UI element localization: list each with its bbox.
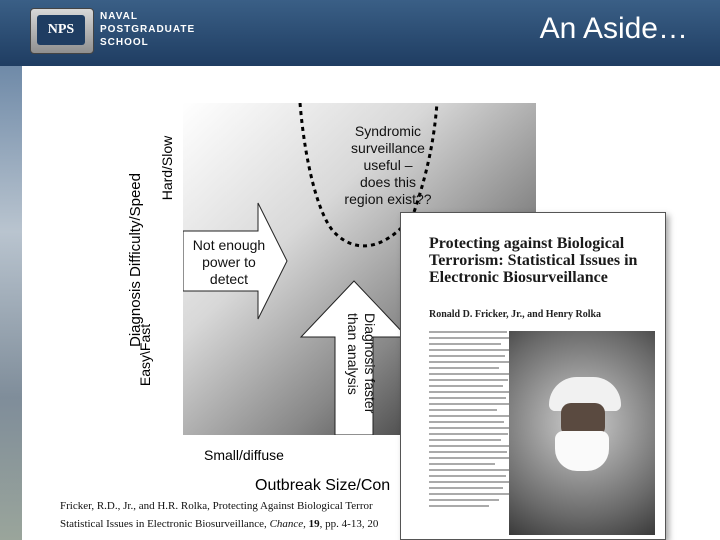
school-name-line-1: NAVAL bbox=[100, 11, 138, 22]
callout-left-line-1: Not enough bbox=[192, 237, 266, 253]
y-axis-bottom-label: Easy\Fast bbox=[137, 323, 153, 387]
citation-title-part: Statistical Issues in Electronic Biosurveillance, bbox=[60, 518, 270, 530]
citation-line-2 bbox=[60, 515, 378, 533]
callout-top-line-3: useful – bbox=[363, 157, 413, 173]
citation-journal: Chance bbox=[269, 518, 304, 530]
callout-left-line-3: detect bbox=[209, 271, 249, 287]
citation-pages: , pp. 4-13, 20 bbox=[319, 518, 379, 530]
journal-article-title: Protecting against Biological Terrorism: Statistical Issues in Electronic Biosurveillance bbox=[429, 235, 638, 286]
callout-top-line-4: does this bbox=[359, 174, 417, 190]
callout-bottom-line-1: Diagnosis faster bbox=[362, 313, 378, 414]
callout-diagnosis-faster bbox=[344, 313, 378, 423]
nps-logo-text: NPS bbox=[37, 15, 85, 45]
journal-article-authors: Ronald D. Fricker, Jr., and Henry Rolka bbox=[429, 309, 602, 320]
citation bbox=[60, 497, 378, 533]
journal-text-column bbox=[429, 331, 509, 511]
school-name-line-2: POSTGRADUATE bbox=[100, 24, 196, 35]
campus-photo-strip bbox=[0, 66, 22, 540]
callout-left-line-2: power to bbox=[202, 254, 256, 270]
y-axis-top-label: Hard/Slow bbox=[159, 135, 175, 201]
x-axis-label: Outbreak Size/Con bbox=[255, 477, 391, 494]
surgical-mask bbox=[555, 431, 609, 471]
x-axis-left-label: Small/diffuse bbox=[204, 447, 284, 463]
citation-line-1: Fricker, R.D., Jr., and H.R. Rolka, Protecting Against Biological Terror bbox=[60, 500, 373, 512]
citation-separator: , bbox=[303, 518, 309, 530]
nps-logo bbox=[30, 8, 94, 54]
school-name-line-3: SCHOOL bbox=[100, 37, 149, 48]
callout-syndromic-surveillance bbox=[333, 123, 443, 208]
callout-bottom-line-2: than analysis bbox=[345, 313, 361, 395]
journal-article-image bbox=[400, 212, 666, 540]
callout-top-line-5: region exist?? bbox=[344, 191, 432, 207]
callout-not-enough-power bbox=[183, 237, 275, 288]
masked-researcher-photo bbox=[509, 331, 655, 535]
slide-title: An Aside… bbox=[539, 12, 688, 45]
y-axis-label: Diagnosis Difficulty/Speed bbox=[127, 173, 144, 347]
callout-top-line-2: surveillance bbox=[351, 140, 425, 156]
school-name bbox=[100, 10, 195, 49]
callout-top-line-1: Syndromic bbox=[354, 123, 422, 139]
citation-volume: 19 bbox=[308, 518, 320, 530]
